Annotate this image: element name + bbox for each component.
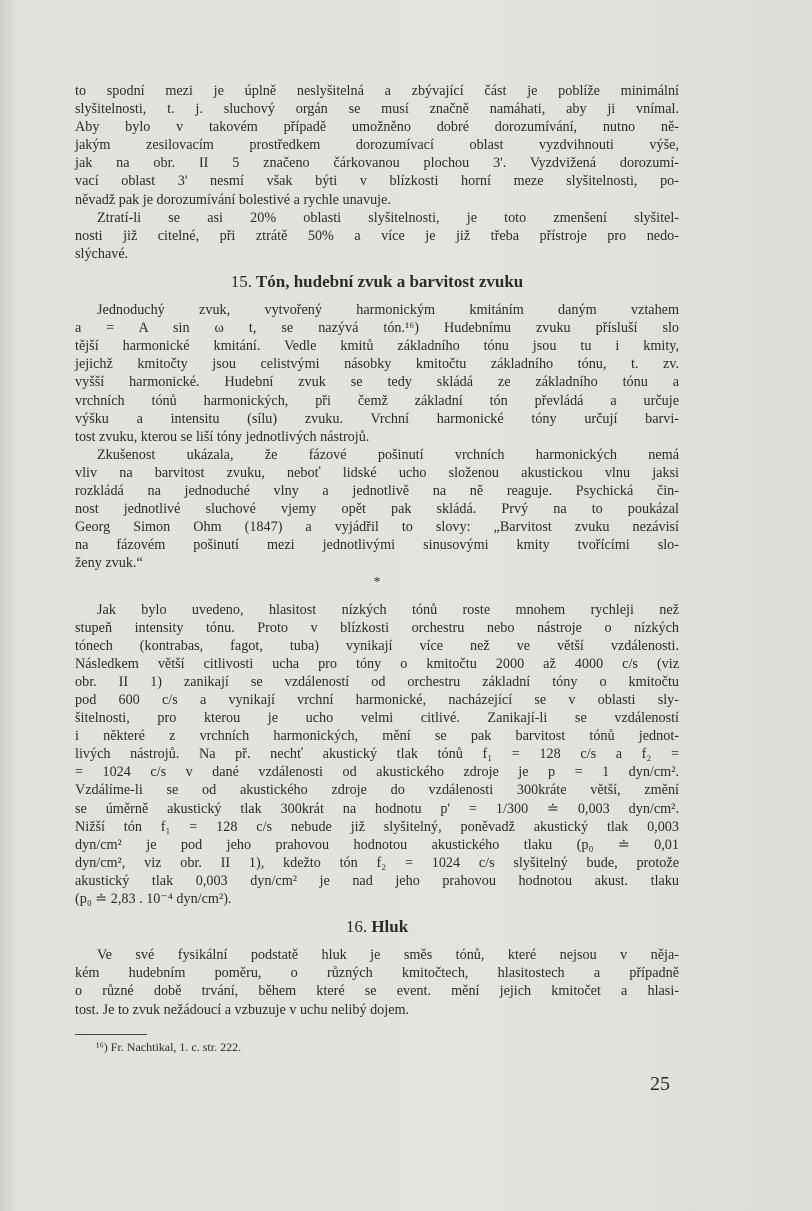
text-line: a = A sin ω t, se nazývá tón.¹⁶) Hudebnímu zvuku přísluší slo xyxy=(75,320,679,337)
text-line: Ztratí-li se asi 20% oblasti slyšitelnosti, je toto zmenšení slyšitel- xyxy=(97,209,679,226)
section-number: 15. xyxy=(230,271,252,291)
text-line: něvadž pak je dorozumívání bolestivé a rychle unavuje. xyxy=(75,191,391,208)
text-line: o různé době trvání, během které se event. mění jejich kmitočet a hlasi- xyxy=(75,983,679,1000)
section-15-heading xyxy=(75,273,679,291)
text-line: vací oblast 3' nesmí však býti v blízkosti horní meze slyšitelnosti, po- xyxy=(75,173,679,190)
text-line: tější harmonické kmitání. Vedle kmitů základního tónu jsou tu i kmity, xyxy=(75,338,679,355)
text-line: (p₀ ≐ 2,83 . 10⁻⁴ dyn/cm²). xyxy=(75,891,232,908)
text-line: stupeň intensity tónu. Proto v blízkosti orchestru nebo nástroje o nízkých xyxy=(75,619,679,636)
text-line: Zkušenost ukázala, že fázové pošinutí vrchních harmonických nemá xyxy=(97,446,679,463)
section-16-paragraph-1 xyxy=(75,946,679,1018)
text-line: nost jednotlivé sluchové vjemy opět pak skládá. Prvý na to poukázal xyxy=(75,501,679,518)
text-line: jejichž kmitočty jsou celistvými násobky kmitočtu základního tónu, t. zv. xyxy=(75,356,679,373)
text-line: vliv na barvitost zvuku, neboť lidské ucho složenou akustickou vlnu jaksi xyxy=(75,464,679,481)
text-line: tónech (kontrabas, fagot, tuba) vynikají více než ve větší vzdálenosti. xyxy=(75,637,679,654)
intro-paragraph xyxy=(75,82,679,209)
text-line: Vzdálíme-li se od akustického zdroje do vzdálenosti 300kráte větší, změní xyxy=(75,782,679,799)
text-line: se úměrně akustický tlak 300krát na hodnotu p' = 1/300 ≐ 0,003 dyn/cm². xyxy=(75,800,679,817)
text-line: to spodní mezi je úplně neslyšitelná a zbývající část je poblíže minimální xyxy=(75,83,679,99)
text-line: tost. Je to zvuk nežádoucí a vzbuzuje v uchu nelibý dojem. xyxy=(75,1001,410,1018)
text-line: Jednoduchý zvuk, vytvořený harmonickým kmitáním daným vztahem xyxy=(97,302,679,319)
footnote-separator xyxy=(75,1034,147,1035)
section-15-paragraph-1 xyxy=(75,301,679,446)
text-line: tost zvuku, kterou se liší tóny jednotlivých nástrojů. xyxy=(75,428,370,445)
text-line: kém hudebním poměru, o různých kmitočtech, hlasitostech a případně xyxy=(75,965,679,982)
text-line: Nižší tón f₁ = 128 c/s nebude již slyšitelný, poněvadž akustický tlak 0,003 xyxy=(75,818,679,835)
section-divider-asterisk: * xyxy=(373,575,381,591)
text-line: Ve své fysikální podstatě hluk je směs tónů, které nejsou v něja- xyxy=(97,947,679,964)
text-line: vrchních tónů harmonických, při čemž základní tón převládá a určuje xyxy=(75,392,679,409)
text-line: jakým zesilovacím prostředkem dorozumívací oblast vyzdvihnouti výše, xyxy=(75,137,679,154)
text-line: pod 600 c/s a vynikají vrchní harmonické, nacházející se v oblasti sly- xyxy=(75,692,679,708)
text-line: obr. II 1) zanikají se vzdáleností od orchestru základní tóny o kmitočtu xyxy=(75,673,679,690)
text-line: livých nástrojů. Na př. nechť akustický tlak tónů f₁ = 128 c/s a f₂ = xyxy=(75,746,679,763)
page-number: 25 xyxy=(650,1073,670,1095)
text-line: na fázovém pošinutí mezi jednotlivými sinusovými kmity tvořícími slo- xyxy=(75,537,679,554)
body-text xyxy=(75,82,679,1019)
text-line: = 1024 c/s v dané vzdálenosti od akustického zdroje je p = 1 dyn/cm². xyxy=(75,764,679,781)
text-line: i některé z vrchních harmonických, mění se pak barvitost tónů jednot- xyxy=(75,728,679,745)
text-line: ženy zvuk.“ xyxy=(75,555,143,572)
text-line: Georg Simon Ohm (1847) a vyjádřil to slovy: „Barvitost zvuku nezávisí xyxy=(75,519,679,536)
text-line: Následkem větší citlivosti ucha pro tóny o kmitočtu 2000 až 4000 c/s (viz xyxy=(75,655,679,672)
section-15-paragraph-2 xyxy=(75,446,679,573)
text-line: akustický tlak 0,003 dyn/cm² je nad jeho prahovou hodnotou akust. tlaku xyxy=(75,872,679,889)
text-line: Aby bylo v takovém případě umožněno dobré dorozumívání, nutno ně- xyxy=(75,119,679,136)
section-15-paragraph-3 xyxy=(75,601,679,909)
text-line: výšku a intensitu (sílu) zvuku. Vrchní harmonické tóny určují barvi- xyxy=(75,410,679,427)
text-line: Jak bylo uvedeno, hlasitost nízkých tónů roste mnohem rychleji než xyxy=(97,601,679,618)
text-line: dyn/cm² je pod jeho prahovou hodnotou akustického tlaku (p₀ ≐ 0,01 xyxy=(75,836,679,853)
text-line: slyšitelnosti, t. j. sluchový orgán se musí značně namáhati, aby ji vnímal. xyxy=(75,101,679,118)
section-number: 16. xyxy=(345,917,368,937)
section-title: Tón, hudební zvuk a barvitost zvuku xyxy=(255,271,524,291)
intro-paragraph-2 xyxy=(75,209,679,263)
text-line: šitelnosti, pro kterou je ucho velmi citlivé. Zanikají-li se vzdáleností xyxy=(75,710,679,727)
section-16-heading xyxy=(75,918,679,936)
text-line: vyšší harmonické. Hudební zvuk se tedy skládá ze základního tónu a xyxy=(75,374,679,391)
footnote: ¹⁶) Fr. Nachtikal, 1. c. str. 222. xyxy=(96,1040,242,1054)
section-title: Hluk xyxy=(371,917,409,937)
text-line: slýchavé. xyxy=(75,245,129,262)
text-line: jak na obr. II 5 značeno čárkovanou plochou 3'. Vyzdvižená dorozumí- xyxy=(75,155,679,172)
text-line: dyn/cm², viz obr. II 1), kdežto tón f₂ = 1024 c/s slyšitelný bude, protože xyxy=(75,854,679,871)
text-line: nosti již citelné, při ztrátě 50% a více je již třeba přístroje pro nedo- xyxy=(75,227,679,244)
text-line: rozkládá na jednoduché vlny a jednotlivě na ně reaguje. Psychická čin- xyxy=(75,482,679,499)
